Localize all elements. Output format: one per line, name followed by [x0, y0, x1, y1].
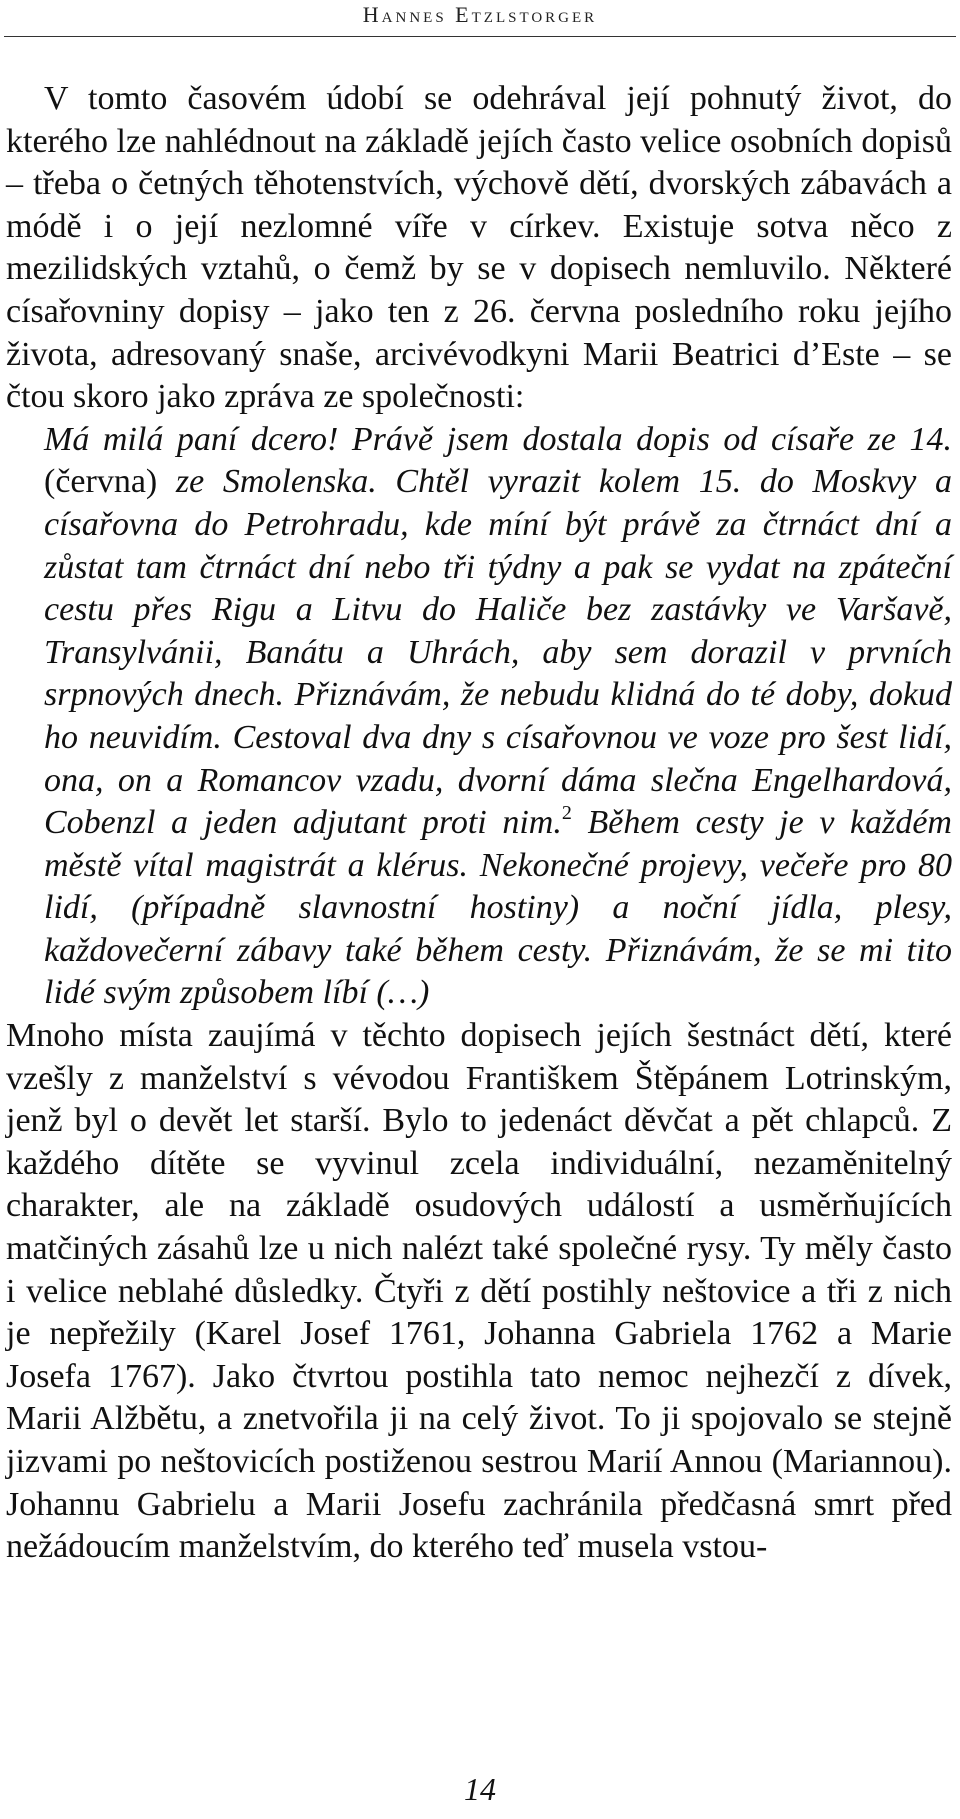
- letter-quote: [44, 419, 952, 1015]
- running-head: Hannes Etzlstorger: [362, 2, 598, 27]
- main-paragraph: Mnoho místa zaujímá v těchto dopisech jejích šestnáct dětí, které vzešly z manželství s vévodou Františkem Štěpánem Lotrinským, jenž byl o devět let starší. Bylo to jedenáct děvčat a pět chlapců. Z každého dítěte se vyvinul zcela individuální, nezaměnitelný charakter, ale na základě osudových událostí a usměrňujících matčiných zásahů lze u nich nalézt také společné rysy. Ty měly často i velice neblahé důsledky. Čtyři z dětí postihly neštovice a tři z nich je nepřežily (Karel Josef 1761, Johanna Gabriela 1762 a Marie Josefa 1767). Jako čtvrtou postihla tato nemoc nejhezčí z dívek, Marii Alžbětu, a znetvořila ji na celý život. To ji spojovalo se stejně jizvami po neštovicích postiženou sestrou Marií Annou (Mariannou). Johannu Gabrielu a Marii Josefu zachránila předčasná smrt před nežádoucím manželstvím, do kterého teď musela vstou-: [6, 1017, 952, 1566]
- quote-text-part-2: ze Smolenska. Chtěl vyrazit kolem 15. do Moskvy a císařovna do Petrohradu, kde míní být právě za čtrnáct dní a zůstat tam čtrnáct dní nebo tři týdny a pak se vydat na zpáteční cestu přes Rigu a Litvu do Haliče bez zastávky ve Varšavě, Transylvánii, Banátu a Uhrách, aby sem dorazil v prvních srpnových dnech. Přiznávám, že nebudu klidná do té doby, dokud ho neuvidím. Cestoval dva dny s císařovnou ve voze pro šest lidí, ona, on a Romancov vzadu, dvorní dáma slečna Engelhardová, Cobenzl a jeden adjutant proti nim.: [44, 463, 952, 842]
- body-text: [6, 78, 952, 1569]
- footnote-reference: 2: [561, 802, 572, 825]
- quote-upright-insert: (června): [44, 463, 176, 501]
- header-rule: [4, 36, 956, 37]
- quote-text-part-3: Během cesty je v každém městě vítal magistrát a klérus. Nekonečné projevy, večeře pro 80 lidí, (případně slavnostní hostiny) a noční jídla, plesy, každovečerní zábavy také během cesty. Přiznávám, že se mi tito lidé svým způsobem líbí (…): [44, 804, 952, 1012]
- quote-text-part-1: Má milá paní dcero! Právě jsem dostala dopis od císaře ze 14.: [44, 420, 952, 458]
- intro-paragraph: V tomto časovém údobí se odehrával její pohnutý život, do kterého lze nahlédnout na základě jejích často velice osobních dopisů – třeba o četných těhotenstvích, výchově dětí, dvorských zábavách a módě i o její nezlomné víře v církev. Existuje sotva něco z mezilidských vztahů, o čemž by se v dopisech nemluvilo. Některé císařovniny dopisy – jako ten z 26. června posledního roku jejího života, adresovaný snaše, arcivévodkyni Marii Beatrici d’Este – se čtou skoro jako zpráva ze společnosti:: [6, 80, 952, 416]
- page-number: 14: [464, 1771, 496, 1807]
